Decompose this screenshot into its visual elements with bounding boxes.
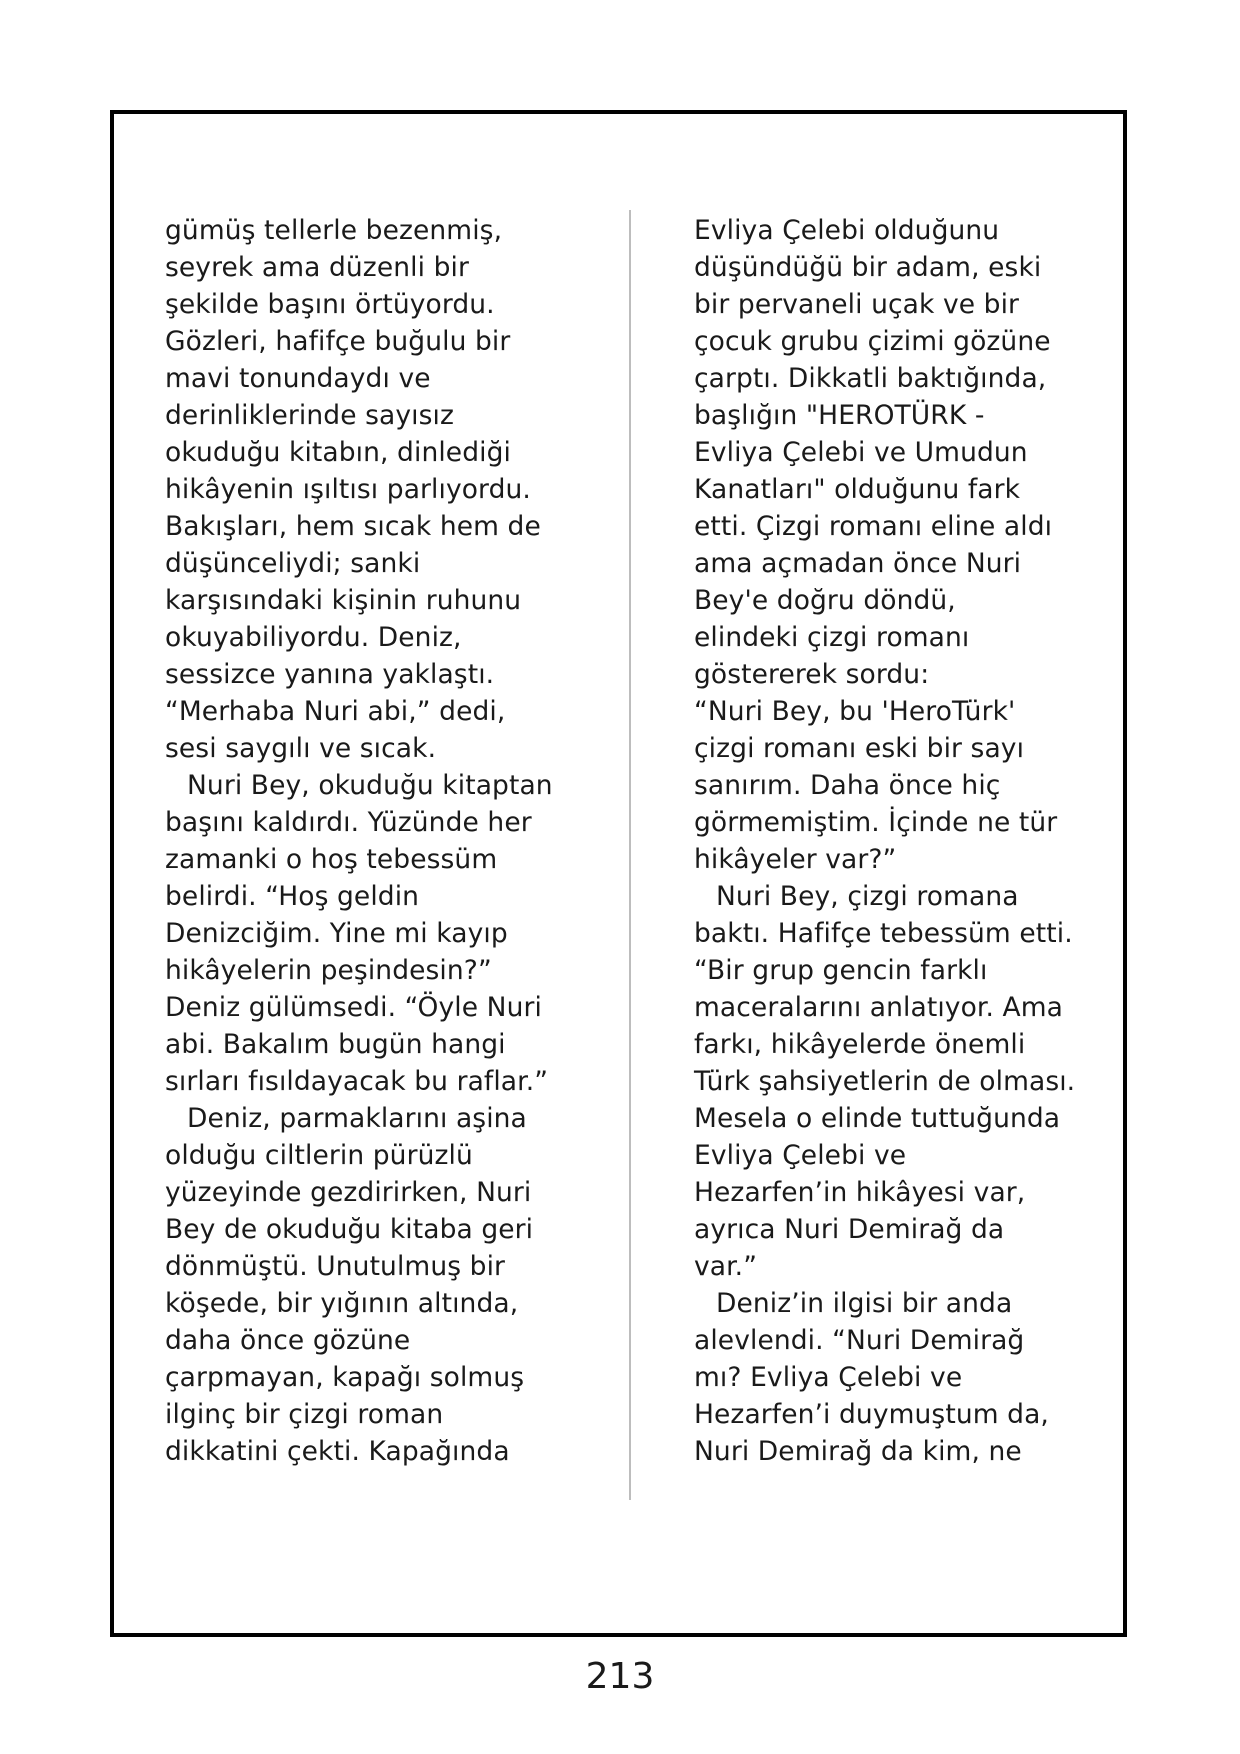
- text-line: hikâyelerin peşindesin?”: [165, 955, 492, 986]
- text-line: dikkatini çekti. Kapağında: [165, 1436, 510, 1467]
- text-line: Mesela o elinde tuttuğunda: [694, 1103, 1061, 1134]
- text-line: okuyabiliyordu. Deniz,: [165, 622, 462, 653]
- text-line: “Bir grup gencin farklı: [694, 955, 988, 986]
- text-line: abi. Bakalım bugün hangi: [165, 1029, 506, 1060]
- text-line: okuduğu kitabın, dinlediği: [165, 437, 511, 468]
- text-line: Evliya Çelebi ve: [694, 1140, 907, 1171]
- page-number: 213: [585, 1656, 655, 1697]
- text-line: baktı. Hafifçe tebessüm etti.: [694, 918, 1073, 949]
- text-line: şekilde başını örtüyordu.: [165, 289, 495, 320]
- text-line: Evliya Çelebi olduğunu: [694, 215, 1000, 246]
- text-line: çarpmayan, kapağı solmuş: [165, 1362, 525, 1393]
- text-line: Kanatları" olduğunu fark: [694, 474, 1021, 505]
- text-line: Deniz gülümsedi. “Öyle Nuri: [165, 992, 542, 1023]
- text-line: göstererek sordu:: [694, 659, 930, 690]
- text-line: hikâyeler var?”: [694, 844, 897, 875]
- text-line: karşısındaki kişinin ruhunu: [165, 585, 522, 616]
- text-line: Deniz’in ilgisi bir anda: [716, 1288, 1013, 1319]
- text-line: gümüş tellerle bezenmiş,: [165, 215, 503, 246]
- text-line: Gözleri, hafifçe buğulu bir: [165, 326, 511, 357]
- text-line: bir pervaneli uçak ve bir: [694, 289, 1020, 320]
- text-line: var.”: [694, 1251, 758, 1282]
- text-line: zamanki o hoş tebessüm: [165, 844, 498, 875]
- text-line: Hezarfen’in hikâyesi var,: [694, 1177, 1026, 1208]
- text-line: ama açmadan önce Nuri: [694, 548, 1022, 579]
- text-line: sesi saygılı ve sıcak.: [165, 733, 437, 764]
- text-line: sanırım. Daha önce hiç: [694, 770, 1001, 801]
- text-line: sırları fısıldayacak bu raflar.”: [165, 1066, 549, 1097]
- text-line: mavi tonundaydı ve: [165, 363, 431, 394]
- text-line: başını kaldırdı. Yüzünde her: [165, 807, 532, 838]
- column-divider: [629, 210, 631, 1500]
- text-line: etti. Çizgi romanı eline aldı: [694, 511, 1053, 542]
- text-line: ayrıca Nuri Demirağ da: [694, 1214, 1005, 1245]
- text-line: Bey de okuduğu kitaba geri: [165, 1214, 534, 1245]
- text-line: Deniz, parmaklarını aşina: [187, 1103, 527, 1134]
- text-line: belirdi. “Hoş geldin: [165, 881, 420, 912]
- text-line: Nuri Bey, çizgi romana: [716, 881, 1019, 912]
- text-line: düşünceliydi; sanki: [165, 548, 421, 579]
- text-line: alevlendi. “Nuri Demirağ: [694, 1325, 1025, 1356]
- text-line: düşündüğü bir adam, eski: [694, 252, 1042, 283]
- text-line: sessizce yanına yaklaştı.: [165, 659, 495, 690]
- text-line: daha önce gözüne: [165, 1325, 411, 1356]
- text-line: Bakışları, hem sıcak hem de: [165, 511, 541, 542]
- right-text-column: [694, 212, 1075, 1470]
- text-line: görmemiştim. İçinde ne tür: [694, 807, 1058, 838]
- text-line: Evliya Çelebi ve Umudun: [694, 437, 1028, 468]
- text-line: yüzeyinde gezdirirken, Nuri: [165, 1177, 532, 1208]
- text-line: seyrek ama düzenli bir: [165, 252, 469, 283]
- text-line: çarptı. Dikkatli baktığında,: [694, 363, 1047, 394]
- text-line: çocuk grubu çizimi gözüne: [694, 326, 1051, 357]
- text-line: elindeki çizgi romanı: [694, 622, 970, 653]
- text-line: ilginç bir çizgi roman: [165, 1399, 444, 1430]
- text-line: maceralarını anlatıyor. Ama: [694, 992, 1063, 1023]
- text-line: dönmüştü. Unutulmuş bir: [165, 1251, 506, 1282]
- text-line: Denizciğim. Yine mi kayıp: [165, 918, 508, 949]
- left-text-column: [165, 212, 553, 1470]
- text-line: hikâyenin ışıltısı parlıyordu.: [165, 474, 531, 505]
- text-line: “Merhaba Nuri abi,” dedi,: [165, 696, 506, 727]
- text-line: Hezarfen’i duymuştum da,: [694, 1399, 1049, 1430]
- text-line: “Nuri Bey, bu 'HeroTürk': [694, 696, 1016, 727]
- text-line: çizgi romanı eski bir sayı: [694, 733, 1025, 764]
- text-line: başlığın "HEROTÜRK -: [694, 400, 985, 431]
- text-line: Nuri Demirağ da kim, ne: [694, 1436, 1022, 1467]
- text-line: Bey'e doğru döndü,: [694, 585, 956, 616]
- text-line: derinliklerinde sayısız: [165, 400, 454, 431]
- text-line: Türk şahsiyetlerin de olması.: [694, 1066, 1076, 1097]
- text-line: mı? Evliya Çelebi ve: [694, 1362, 963, 1393]
- text-line: köşede, bir yığının altında,: [165, 1288, 519, 1319]
- text-line: olduğu ciltlerin pürüzlü: [165, 1140, 473, 1171]
- text-line: Nuri Bey, okuduğu kitaptan: [187, 770, 553, 801]
- text-line: farkı, hikâyelerde önemli: [694, 1029, 1026, 1060]
